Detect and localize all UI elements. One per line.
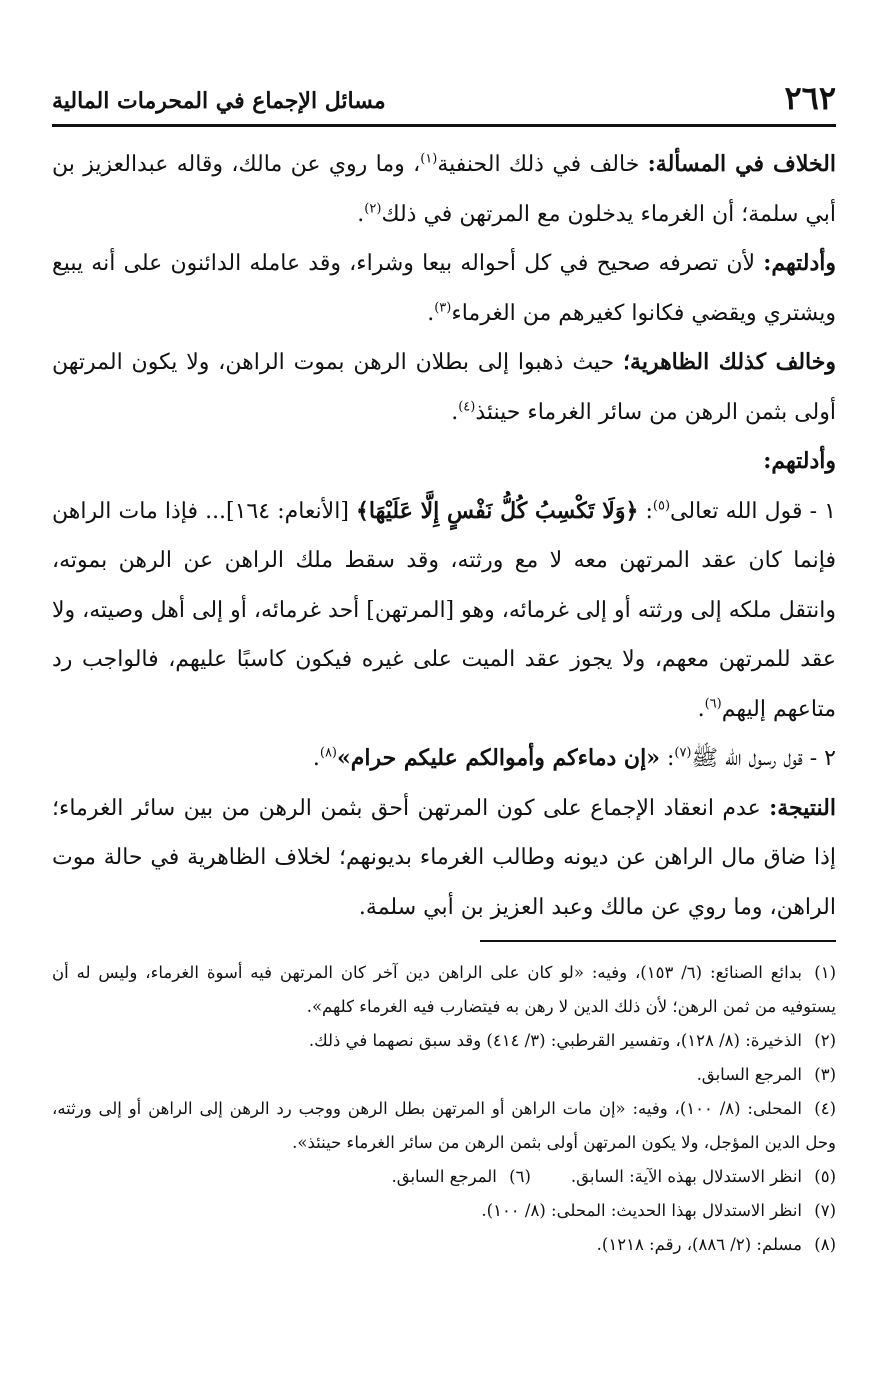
paragraph-text: ١ - قول الله تعالى [670, 498, 836, 524]
footnote-1 [52, 956, 836, 1024]
footnote-ref-7[interactable]: (٧) [674, 745, 692, 761]
paragraph-text: [الأنعام: ١٦٤]... فإذا مات الراهن فإنما كان عقد المرتهن معه لا مع ورثته، وقد سقط ملك الراهن عن الرهن بموته، وانتقل ملكه إلى ورثته أو إلى غرمائه، وهو [المرتهن] أحد غرمائه، أو إلى أهل وصيته، ولا عقد للمرتهن معهم، ولا يجوز عقد الميت على غيره فيكون كاسبًا عليهم، فالواجب رد متاعهم إليهم [52, 498, 836, 722]
footnote-8 [52, 1228, 836, 1262]
footnote-number: (٢) [814, 1031, 836, 1050]
footnote-text: بدائع الصنائع: (٦/ ١٥٣)، وفيه: «لو كان على الراهن دين آخر كان المرتهن فيه أسوة الغرماء، وليس له أن يستوفيه من ثمن الرهن؛ لأن ذلك الدين لا رهن به فيتضارب فيه الغرماء كلهم». [52, 963, 836, 1016]
footnote-6 [391, 1160, 530, 1194]
paragraph-text: لأن تصرفه صحيح في كل أحواله بيعا وشراء، وقد عامله الدائنون على أنه يبيع ويشتري ويقضي فكانوا كغيرهم من الغرماء [52, 251, 836, 326]
paragraph-evidence-2-heading [52, 437, 836, 487]
footnote-5 [571, 1160, 836, 1194]
footnote-number: (٥) [814, 1167, 836, 1186]
paragraph-text: حيث ذهبوا إلى بطلان الرهن بموت الراهن، ولا يكون المرتهن أولى بثمن الرهن من سائر الغرماء حينئذ [52, 350, 836, 425]
paragraph-end: . [357, 201, 365, 227]
footnote-ref-2[interactable]: (٢) [364, 201, 382, 217]
footnote-number: (٧) [814, 1201, 836, 1220]
heading-disagreement: الخلاف في المسألة: [647, 151, 836, 177]
heading-zahiriyya: وخالف كذلك الظاهرية؛ [623, 349, 836, 375]
quran-verse: ﴿وَلَا تَكْسِبُ كُلُّ نَفْسٍ إِلَّا عَلَيْهَا﴾ [356, 497, 639, 524]
paragraph-text: ، وما روي عن مالك، وقاله عبدالعزيز بن أبي سلمة؛ أن الغرماء يدخلون مع المرتهن في ذلك [52, 152, 836, 227]
footnote-number: (١) [814, 963, 836, 982]
footnote-number: (٤) [814, 1099, 836, 1118]
page-header [52, 78, 836, 122]
footnote-ref-4[interactable]: (٤) [458, 399, 476, 415]
footnote-text: الذخيرة: (٨/ ١٢٨)، وتفسير القرطبي: (٣/ ٤١٤) وقد سبق نصهما في ذلك. [308, 1031, 802, 1050]
footnote-separator [480, 940, 836, 942]
paragraph-text: عدم انعقاد الإجماع على كون المرتهن أحق بثمن الرهن من بين سائر الغرماء؛ إذا ضاق مال الراهن عن ديونه وطالب الغرماء بديونهم؛ لخلاف الظاهرية في حالة موت الراهن، وما روي عن مالك وعبد العزيز بن أبي سلمة. [52, 795, 836, 920]
footnote-number: (٨) [814, 1235, 836, 1254]
paragraph-end: . [697, 696, 705, 722]
paragraph-text: خالف في ذلك الحنفية [437, 152, 648, 177]
paragraph-evidence-hadith [52, 734, 836, 784]
paragraph-end: . [312, 746, 320, 771]
footnote-row-5-6 [52, 1160, 836, 1194]
footnotes [52, 956, 836, 1262]
page-number: ٢٦٢ [784, 79, 836, 117]
hadith-quote: «إن دماءكم وأموالكم عليكم حرام» [337, 745, 660, 771]
heading-conclusion: النتيجة: [769, 794, 836, 821]
footnote-text: انظر الاستدلال بهذه الآية: السابق. [570, 1167, 802, 1186]
paragraph-evidence-quran [52, 487, 836, 735]
header-rule [52, 124, 836, 127]
footnote-ref-1[interactable]: (١) [420, 151, 438, 167]
paragraph-disagreement [52, 140, 836, 239]
footnote-ref-5[interactable]: (٥) [652, 498, 671, 514]
footnote-text: المرجع السابق. [696, 1065, 802, 1084]
colon: : [638, 498, 653, 524]
paragraph-end: . [451, 399, 459, 425]
paragraph-end: . [427, 300, 435, 326]
footnote-number: (٣) [814, 1065, 836, 1084]
footnote-2 [52, 1024, 836, 1058]
footnote-text: المحلى: (٨/ ١٠٠)، وفيه: «إن مات الراهن أو المرتهن بطل الرهن ووجب رد الرهن إلى الراهن أو إلى ورثته، وحل الدين المؤجل، ولا يكون المرتهن أولى بثمن الرهن من سائر الغرماء حينئذ». [52, 1099, 836, 1152]
running-title: مسائل الإجماع في المحرمات المالية [52, 88, 386, 114]
footnote-ref-8[interactable]: (٨) [319, 745, 337, 761]
footnote-text: انظر الاستدلال بهذا الحديث: المحلى: (٨/ ١٠٠). [481, 1201, 802, 1220]
paragraph-evidence-1 [52, 239, 836, 338]
footnote-number: (٦) [509, 1167, 531, 1186]
main-text [52, 140, 836, 932]
colon: : [659, 746, 675, 771]
paragraph-text: ٢ - قول رسول الله ﷺ [691, 746, 836, 771]
footnote-7 [52, 1194, 836, 1228]
heading-evidence-2: وأدلتهم: [763, 448, 836, 474]
paragraph-conclusion [52, 784, 836, 933]
paragraph-zahiriyya [52, 338, 836, 437]
footnote-ref-6[interactable]: (٦) [704, 696, 722, 712]
footnote-ref-3[interactable]: (٣) [434, 300, 452, 316]
footnote-text: مسلم: (٢/ ٨٨٦)، رقم: ١٢١٨). [596, 1235, 802, 1254]
footnote-text: المرجع السابق. [391, 1167, 497, 1186]
footnote-4 [52, 1092, 836, 1160]
footnote-3 [52, 1058, 836, 1092]
heading-evidence: وأدلتهم: [763, 250, 836, 276]
